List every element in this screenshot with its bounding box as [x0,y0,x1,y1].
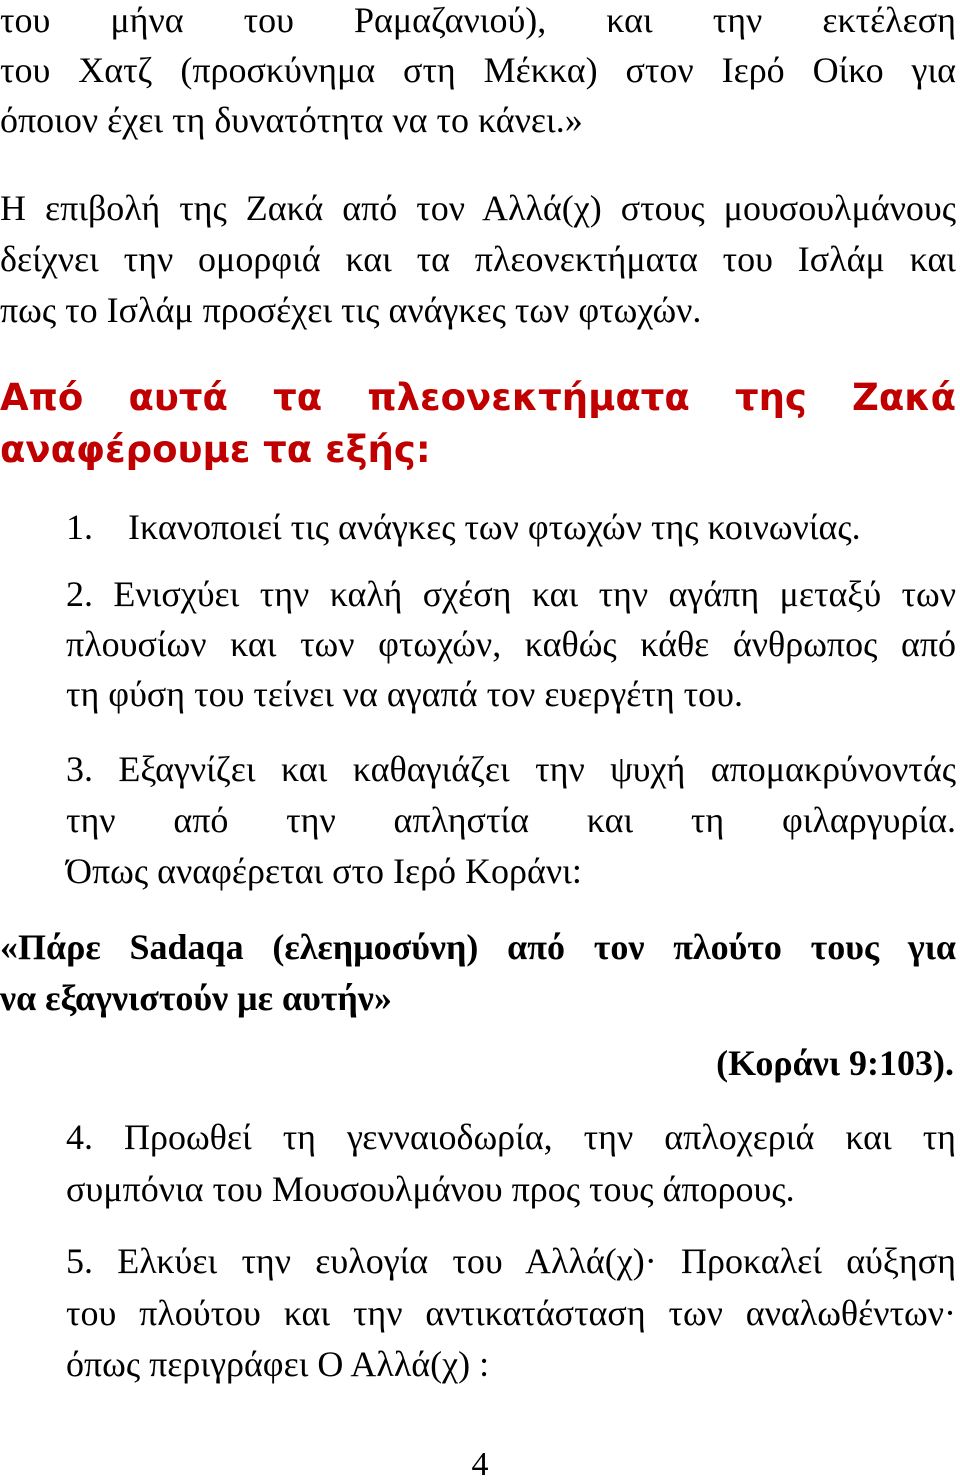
paragraph-line-1: Η επιβολή της Ζακά από τον Αλλά(χ) στους μουσουλμάνους [0,188,956,228]
list-item-number: 5. [66,1241,93,1281]
list-item-number: 1. [66,507,93,547]
quote-line-2: να εξαγνιστούν με αυτήν» [0,978,392,1018]
list-item-5-line-3: όπως περιγράφει Ο Αλλά(χ) : [66,1344,490,1384]
quote-citation: (Κοράνι 9:103). [716,1043,954,1083]
list-item-4-line-1 [66,1119,956,1155]
list-item-3-line-2: την από την απληστία και τη φιλαργυρία. [66,800,956,840]
section-heading-line-1: Από αυτά τα πλεονεκτήματα της Ζακά [0,376,956,419]
list-item-text: Προωθεί τη γενναιοδωρία, την απλοχεριά και τη [124,1117,957,1157]
list-item-2-line-2: πλουσίων και των φτωχών, καθώς κάθε άνθρωπος από [66,624,956,664]
section-heading-line-2: αναφέρουμε τα εξής: [0,428,431,471]
list-item-5-line-2: του πλούτου και την αντικατάσταση των αναλωθέντων· [66,1293,956,1333]
list-item-text: Εξαγνίζει και καθαγιάζει την ψυχή απομακρύνοντάς [118,749,956,789]
list-item-text: Ελκύει την ευλογία του Αλλά(χ)· Προκαλεί αύξηση [117,1241,956,1281]
list-item-number: 2. [66,574,93,614]
intro-line-2: του Χατζ (προσκύνημα στη Μέκκα) στον Ιερό Οίκο για [0,50,956,90]
list-item-5-line-1 [66,1243,956,1279]
list-item-2-line-1 [66,576,956,612]
list-item-1 [66,509,861,545]
list-item-text: Ικανοποιεί τις ανάγκες των φτωχών της κοινωνίας. [128,507,861,547]
page-number: 4 [471,1446,489,1483]
paragraph-line-3: πως το Ισλάμ προσέχει τις ανάγκες των φτωχών. [0,290,702,330]
list-item-4-line-2: συμπόνια του Μουσουλμάνου προς τους άπορους. [66,1169,795,1209]
list-item-number: 4. [66,1117,93,1157]
list-item-text: Ενισχύει την καλή σχέση και την αγάπη μεταξύ των [113,574,956,614]
intro-line-3: όποιον έχει τη δυνατότητα να το κάνει.» [0,100,583,140]
quote-line-1: «Πάρε Sadaqa (ελεημοσύνη) από τον πλούτο τους για [0,927,956,967]
list-item-3-line-3: Όπως αναφέρεται στο Ιερό Κοράνι: [66,851,582,891]
paragraph-line-2: δείχνει την ομορφιά και τα πλεονεκτήματα του Ισλάμ και [0,239,956,279]
list-item-2-line-3: τη φύση του τείνει να αγαπά τον ευεργέτη του. [66,674,743,714]
list-item-3-line-1 [66,751,956,787]
list-item-number: 3. [66,749,93,789]
intro-line-1: του μήνα του Ραμαζανιού), και την εκτέλεση [0,0,956,40]
